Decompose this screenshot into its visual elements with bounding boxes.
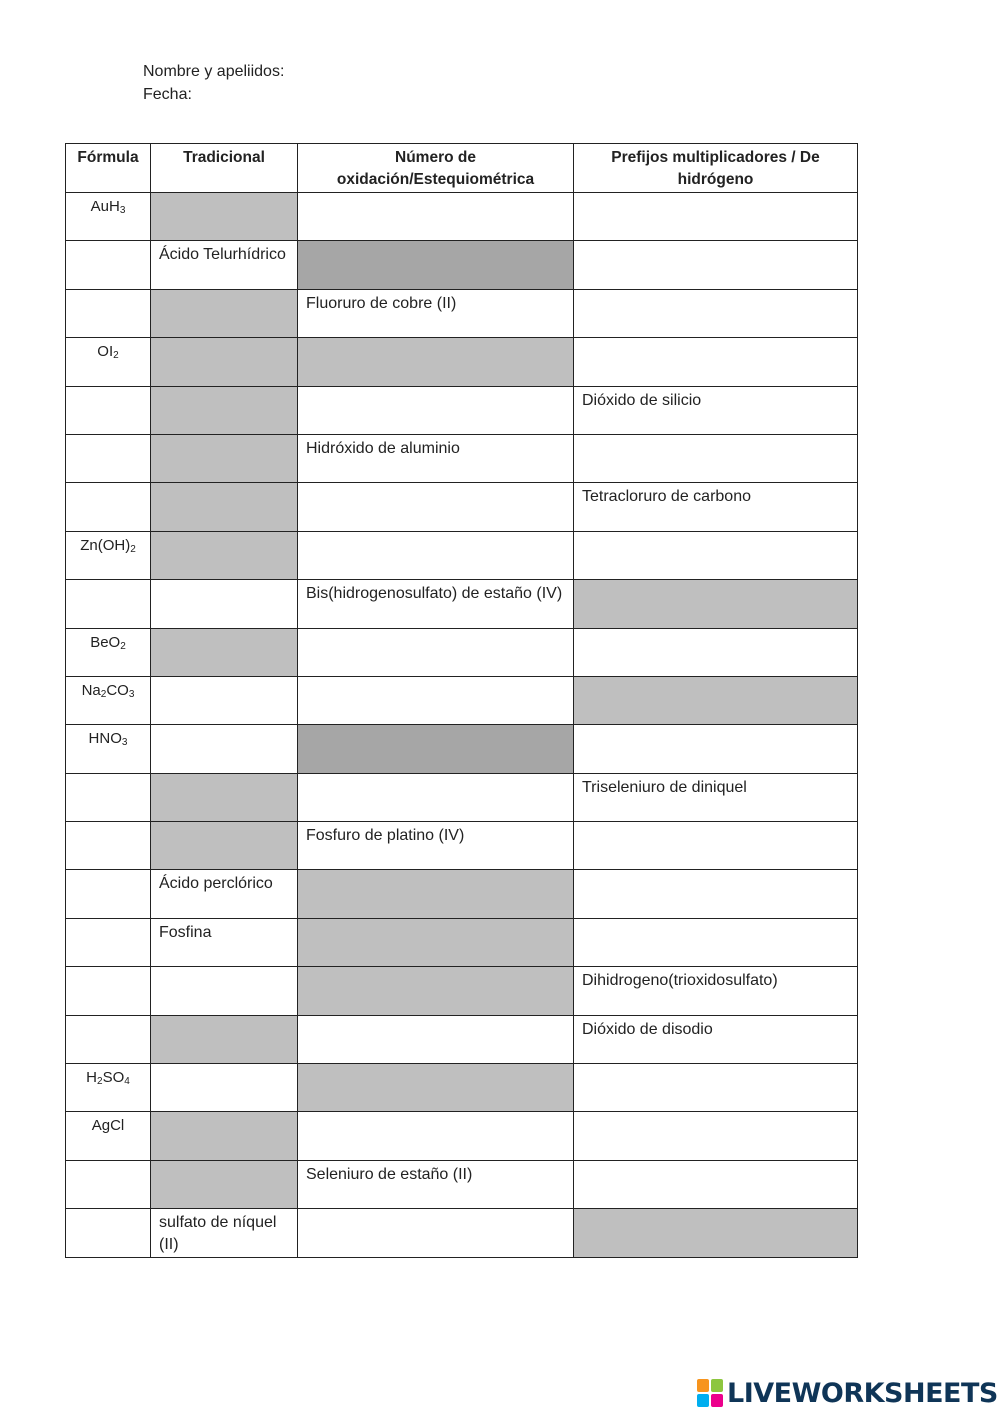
formula-subscript: 2 [130,543,136,555]
table-row [66,725,858,773]
prefixes-cell[interactable] [574,241,858,289]
traditional-cell: sulfato de níquel (II) [151,1209,298,1257]
oxidation-cell [298,338,574,386]
table-row [66,870,858,918]
traditional-cell [151,1015,298,1063]
liveworksheets-icon [697,1379,723,1407]
formula-subscript: 3 [119,205,126,216]
oxidation-cell[interactable] [298,676,574,724]
prefixes-cell [574,580,858,628]
table-row [66,338,858,386]
formula-subscript: 3 [121,737,128,749]
oxidation-cell [298,241,574,289]
formula-text: OI [97,343,114,361]
prefixes-cell[interactable] [574,1112,858,1160]
table-row [66,386,858,434]
traditional-cell[interactable] [151,1064,298,1112]
oxidation-cell[interactable] [298,531,574,579]
table-row [66,289,858,337]
prefixes-cell: Tetracloruro de carbono [574,483,858,531]
prefixes-cell[interactable] [574,531,858,579]
logo-square [697,1379,709,1392]
oxidation-cell[interactable] [298,193,574,241]
column-header-oxidation-number: Número de oxidación/Estequiométrica [298,144,574,193]
traditional-cell: Fosfina [151,918,298,966]
formula-text: SO [102,1069,125,1087]
oxidation-cell: Fluoruro de cobre (II) [298,289,574,337]
formula-cell [66,676,151,724]
oxidation-cell [298,870,574,918]
oxidation-cell: Hidróxido de aluminio [298,434,574,482]
prefixes-cell: Triseleniuro de diniquel [574,773,858,821]
formula-cell [66,628,151,676]
table-row [66,580,858,628]
formula-subscript: 3 [128,688,135,700]
traditional-cell [151,531,298,579]
formula-text: AgCl [91,1117,125,1135]
oxidation-cell[interactable] [298,1112,574,1160]
prefixes-cell[interactable] [574,628,858,676]
table-row [66,628,858,676]
formula-text: BeO [90,633,121,651]
traditional-cell [151,386,298,434]
table-row [66,1209,858,1257]
formula-cell[interactable] [66,918,151,966]
prefixes-cell[interactable] [574,338,858,386]
formula-cell[interactable] [66,773,151,821]
table-row [66,1112,858,1160]
traditional-cell[interactable] [151,676,298,724]
table-body [66,193,858,1258]
column-header-traditional: Tradicional [151,144,298,193]
prefixes-cell: Dióxido de silicio [574,386,858,434]
oxidation-cell [298,967,574,1015]
traditional-cell[interactable] [151,580,298,628]
oxidation-cell[interactable] [298,1209,574,1257]
formula-cell[interactable] [66,289,151,337]
prefixes-cell[interactable] [574,918,858,966]
traditional-cell[interactable] [151,967,298,1015]
formula-cell[interactable] [66,434,151,482]
formula-cell[interactable] [66,1160,151,1208]
prefixes-cell: Dihidrogeno(trioxidosulfato) [574,967,858,1015]
table-row [66,967,858,1015]
table-row [66,1064,858,1112]
traditional-cell [151,289,298,337]
prefixes-cell [574,676,858,724]
oxidation-cell[interactable] [298,483,574,531]
prefixes-cell: Dióxido de disodio [574,1015,858,1063]
oxidation-cell: Fosfuro de platino (IV) [298,822,574,870]
oxidation-cell [298,1064,574,1112]
formula-cell[interactable] [66,241,151,289]
formula-cell[interactable] [66,967,151,1015]
table-row [66,434,858,482]
table-row [66,1160,858,1208]
formula-text: HNO [88,730,122,748]
prefixes-cell[interactable] [574,434,858,482]
prefixes-cell[interactable] [574,725,858,773]
worksheet-header [143,60,284,106]
formula-cell[interactable] [66,580,151,628]
prefixes-cell [574,1209,858,1257]
date-label: Fecha: [143,86,192,103]
formula-subscript: 2 [113,350,119,362]
prefixes-cell[interactable] [574,193,858,241]
formula-cell[interactable] [66,870,151,918]
table-row [66,676,858,724]
oxidation-cell [298,725,574,773]
oxidation-cell[interactable] [298,1015,574,1063]
traditional-cell [151,773,298,821]
name-label: Nombre y apeliidos: [143,63,285,80]
formula-subscript: 4 [124,1076,130,1088]
formula-cell[interactable] [66,483,151,531]
traditional-cell: Ácido perclórico [151,870,298,918]
oxidation-cell[interactable] [298,773,574,821]
formula-cell[interactable] [66,1015,151,1063]
column-header-prefixes: Prefijos multiplicadores / De hidrógeno [574,144,858,193]
logo-square [711,1394,723,1407]
formula-text: Zn(OH) [80,536,131,554]
table-row [66,918,858,966]
traditional-cell [151,628,298,676]
traditional-cell [151,434,298,482]
table-row [66,483,858,531]
nomenclature-table [65,143,858,1258]
prefixes-cell[interactable] [574,870,858,918]
brand-name: LIVEWORKSHEETS [727,1377,998,1409]
oxidation-cell: Bis(hidrogenosulfato) de estaño (IV) [298,580,574,628]
table-header-row [66,144,858,193]
formula-text: H [86,1069,98,1087]
oxidation-cell: Seleniuro de estaño (II) [298,1160,574,1208]
prefixes-cell[interactable] [574,289,858,337]
formula-subscript: 2 [120,640,126,652]
traditional-cell [151,822,298,870]
formula-text: AuH [90,198,120,215]
prefixes-cell[interactable] [574,1160,858,1208]
formula-cell [66,1112,151,1160]
formula-cell[interactable] [66,386,151,434]
formula-cell [66,193,151,241]
table-row [66,531,858,579]
traditional-cell: Ácido Telurhídrico [151,241,298,289]
prefixes-cell[interactable] [574,1064,858,1112]
column-header-formula: Fórmula [66,144,151,193]
oxidation-cell[interactable] [298,386,574,434]
traditional-cell [151,338,298,386]
logo-square [711,1379,723,1392]
logo-square [697,1394,709,1407]
prefixes-cell[interactable] [574,822,858,870]
oxidation-cell[interactable] [298,628,574,676]
brand-logo [697,1376,998,1410]
formula-cell[interactable] [66,822,151,870]
formula-cell [66,1064,151,1112]
formula-text: Na [81,681,101,699]
formula-cell [66,338,151,386]
traditional-cell[interactable] [151,725,298,773]
formula-cell [66,531,151,579]
formula-subscript: 2 [100,688,107,700]
table-row [66,1015,858,1063]
formula-text: CO [106,681,129,699]
formula-subscript: 2 [97,1076,103,1088]
traditional-cell [151,1112,298,1160]
traditional-cell [151,193,298,241]
table-row [66,193,858,241]
table-row [66,773,858,821]
oxidation-cell [298,918,574,966]
table-row [66,822,858,870]
formula-cell[interactable] [66,1209,151,1257]
traditional-cell [151,483,298,531]
formula-cell [66,725,151,773]
table-row [66,241,858,289]
traditional-cell [151,1160,298,1208]
